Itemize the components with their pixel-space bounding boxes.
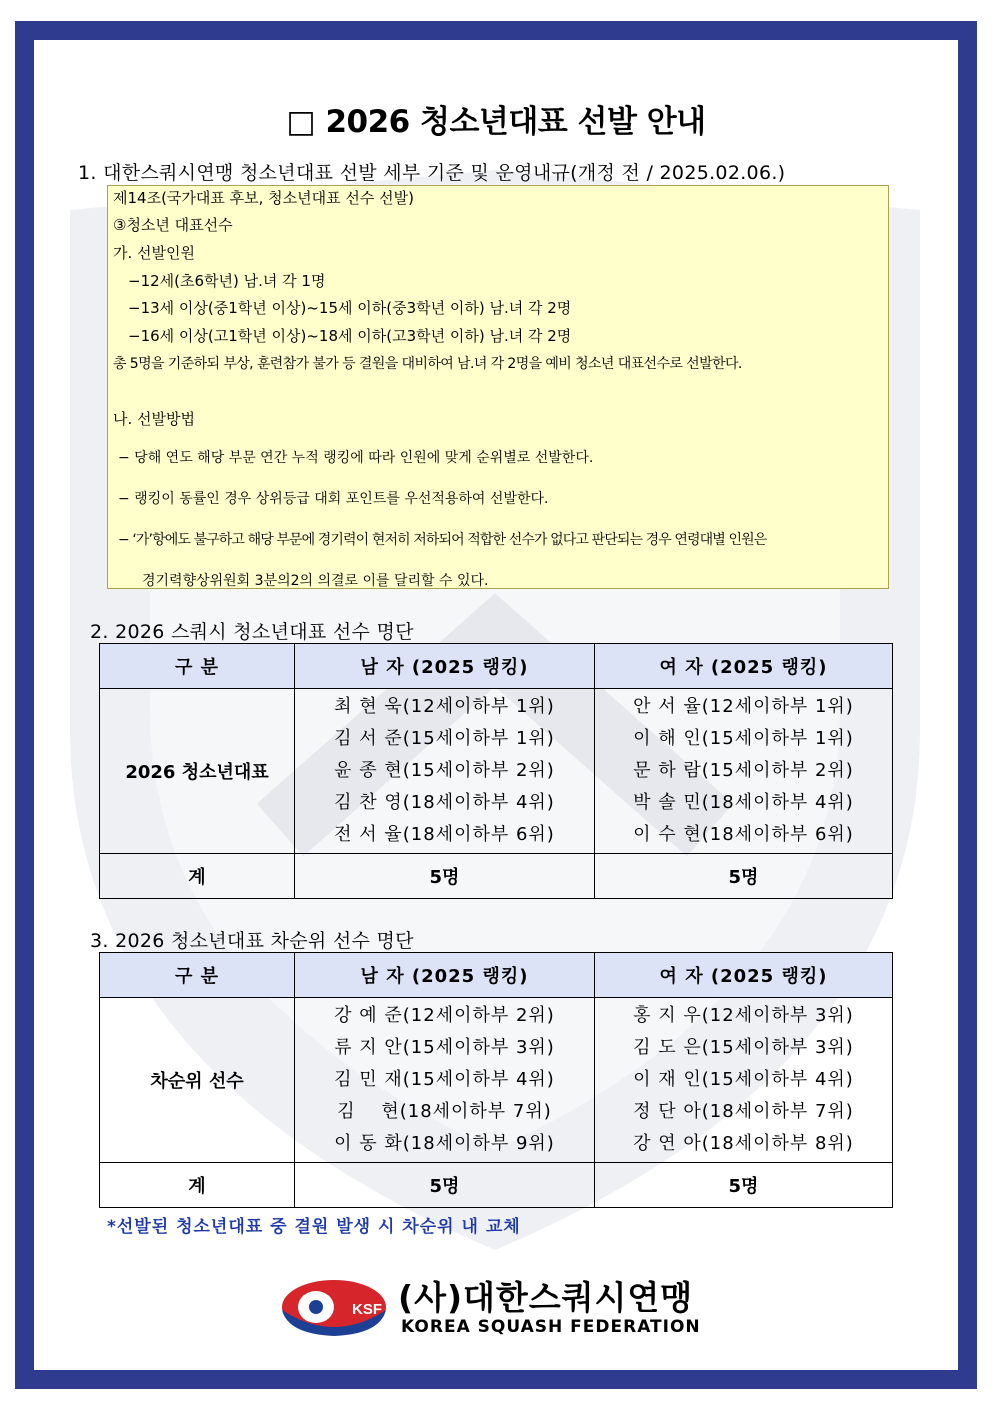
section1-heading: 1. 대한스쿼시연맹 청소년대표 선발 세부 기준 및 운영내규(개정 전 / 2025.02.06.) bbox=[78, 162, 786, 184]
ksf-emblem-icon bbox=[280, 1270, 392, 1344]
replacement-footnote: *선발된 청소년대표 중 결원 발생 시 차순위 내 교체 bbox=[107, 1217, 521, 1237]
player-name: 박 솔 민(18세이하부 4위) bbox=[633, 792, 854, 813]
note-line: 경기력향상위원회 3분의2의 의결로 이를 달리할 수 있다. bbox=[142, 573, 489, 589]
player-name: 김 현(18세이하부 7위) bbox=[337, 1101, 552, 1122]
col-header-category: 구 분 bbox=[100, 644, 295, 689]
player-name: 강 연 아(18세이하부 8위) bbox=[633, 1133, 854, 1154]
player-name: 김 찬 영(18세이하부 4위) bbox=[334, 792, 555, 813]
ksf-badge-text: KSF bbox=[352, 1301, 382, 1318]
category-cell: 2026 청소년대표 bbox=[100, 689, 295, 854]
note-line: −12세(초6학년) 남.녀 각 1명 bbox=[128, 272, 326, 290]
player-name: 김 민 재(15세이하부 4위) bbox=[334, 1069, 555, 1090]
player-name: 안 서 율(12세이하부 1위) bbox=[633, 696, 854, 717]
player-name: 최 현 욱(12세이하부 1위) bbox=[334, 696, 555, 717]
col-header-male: 남 자 (2025 랭킹) bbox=[295, 644, 595, 689]
note-line: ③청소년 대표선수 bbox=[113, 216, 233, 234]
player-name: 전 서 율(18세이하부 6위) bbox=[334, 824, 555, 845]
section3-heading: 3. 2026 청소년대표 차순위 선수 명단 bbox=[90, 930, 414, 952]
federation-name-english: KOREA SQUASH FEDERATION bbox=[401, 1317, 701, 1337]
category-cell: 차순위 선수 bbox=[100, 998, 295, 1163]
player-name: 이 동 화(18세이하부 9위) bbox=[334, 1133, 555, 1154]
player-name: 이 해 인(15세이하부 1위) bbox=[633, 728, 854, 749]
note-line: 가. 선발인원 bbox=[113, 244, 195, 262]
note-line: 나. 선발방법 bbox=[113, 410, 195, 428]
player-name: 이 수 현(18세이하부 6위) bbox=[633, 824, 854, 845]
total-label: 계 bbox=[100, 854, 295, 899]
youth-team-table bbox=[99, 643, 893, 899]
note-line: − 당해 연도 해당 부문 연간 누적 랭킹에 따라 인원에 맞게 순위별로 선발한다. bbox=[118, 450, 594, 466]
total-row bbox=[100, 1163, 893, 1208]
male-names-cell bbox=[295, 689, 595, 854]
note-line: −16세 이상(고1학년 이상)~18세 이하(고3학년 이하) 남.녀 각 2명 bbox=[128, 327, 572, 345]
male-names-cell bbox=[295, 998, 595, 1163]
note-line: 총 5명을 기준하되 부상, 훈련참가 불가 등 결원을 대비하여 남.녀 각 2명을 예비 청소년 대표선수로 선발한다. bbox=[113, 356, 742, 372]
federation-name: (사)대한스쿼시연맹 bbox=[398, 1278, 694, 1317]
col-header-category: 구 분 bbox=[100, 953, 295, 998]
player-name: 김 서 준(15세이하부 1위) bbox=[334, 728, 555, 749]
total-female: 5명 bbox=[595, 1163, 893, 1208]
player-name: 홍 지 우(12세이하부 3위) bbox=[633, 1005, 854, 1026]
note-line: − 랭킹이 동률인 경우 상위등급 대회 포인트를 우선적용하여 선발한다. bbox=[118, 491, 549, 507]
player-name: 윤 종 현(15세이하부 2위) bbox=[334, 760, 555, 781]
player-name: 이 재 인(15세이하부 4위) bbox=[633, 1069, 854, 1090]
federation-logo bbox=[280, 1270, 720, 1344]
total-male: 5명 bbox=[295, 854, 595, 899]
note-line: 제14조(국가대표 후보, 청소년대표 선수 선발) bbox=[113, 189, 414, 207]
col-header-female: 여 자 (2025 랭킹) bbox=[595, 644, 893, 689]
female-names-cell bbox=[595, 689, 893, 854]
regulation-note-box bbox=[107, 185, 889, 589]
reserve-players-table bbox=[99, 952, 893, 1208]
total-row bbox=[100, 854, 893, 899]
player-name: 강 예 준(12세이하부 2위) bbox=[334, 1005, 555, 1026]
section2-heading: 2. 2026 스쿼시 청소년대표 선수 명단 bbox=[90, 621, 414, 643]
total-female: 5명 bbox=[595, 854, 893, 899]
female-names-cell bbox=[595, 998, 893, 1163]
page-title: □ 2026 청소년대표 선발 안내 bbox=[286, 104, 706, 140]
total-label: 계 bbox=[100, 1163, 295, 1208]
note-line: −13세 이상(중1학년 이상)~15세 이하(중3학년 이하) 남.녀 각 2명 bbox=[128, 299, 572, 317]
player-name: 김 도 은(15세이하부 3위) bbox=[633, 1037, 854, 1058]
table-row bbox=[100, 998, 893, 1163]
table-row bbox=[100, 689, 893, 854]
col-header-male: 남 자 (2025 랭킹) bbox=[295, 953, 595, 998]
player-name: 류 지 안(15세이하부 3위) bbox=[334, 1037, 555, 1058]
total-male: 5명 bbox=[295, 1163, 595, 1208]
player-name: 정 단 아(18세이하부 7위) bbox=[633, 1101, 854, 1122]
note-line: − ‘가’항에도 불구하고 해당 부문에 경기력이 현저히 저하되어 적합한 선수가 없다고 판단되는 경우 연령대별 인원은 bbox=[118, 532, 767, 548]
player-name: 문 하 람(15세이하부 2위) bbox=[633, 760, 854, 781]
col-header-female: 여 자 (2025 랭킹) bbox=[595, 953, 893, 998]
